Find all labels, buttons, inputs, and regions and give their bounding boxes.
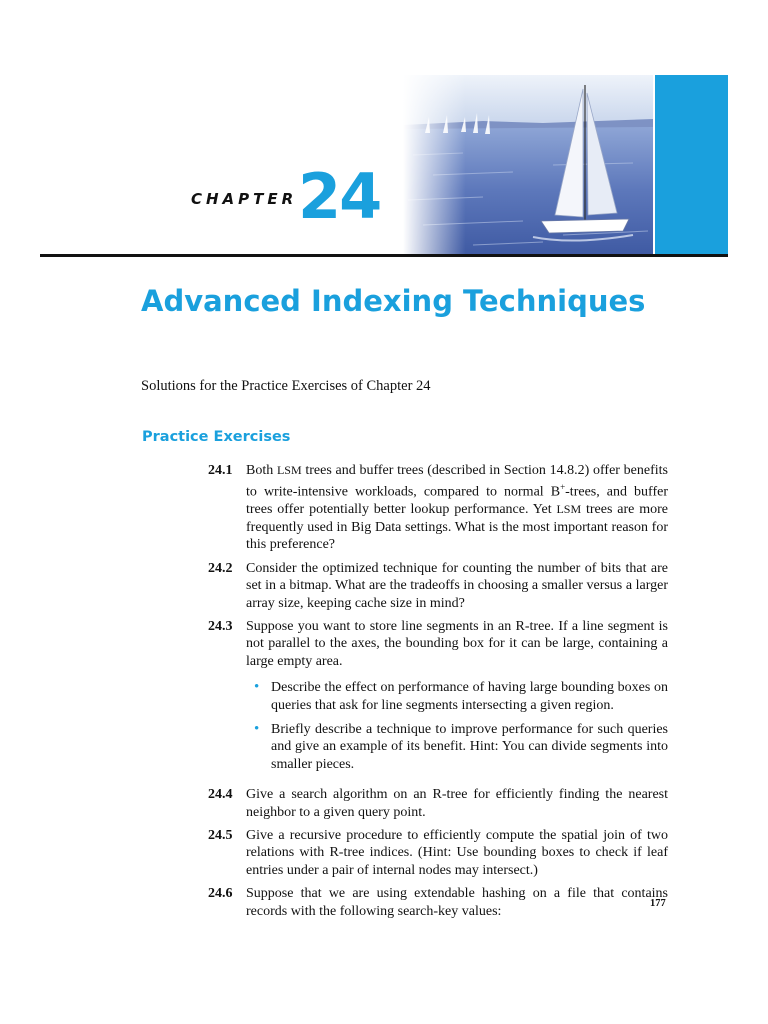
exercise-number: 24.2 — [208, 560, 233, 576]
chapter-number: 24 — [298, 160, 381, 233]
exercise-number: 24.6 — [208, 886, 233, 902]
list-item: • Describe the effect on performance of having large bounding boxes on queries that ask for line segments intersecting a given region. — [246, 679, 668, 714]
exercise-subparts — [246, 679, 668, 773]
exercise-text: Consider the optimized technique for counting the number of bits that are set in a bitmap. What are the tradeoffs in choosing a smaller versus a larger array size, keeping cache size in mind? — [246, 560, 668, 611]
exercise-text: Give a search algorithm on an R-tree for efficiently finding the nearest neighbor to a given query point. — [246, 787, 668, 820]
chapter-color-block — [655, 75, 728, 255]
exercise-text: Both LSM trees and buffer trees (described in Section 14.8.2) offer benefits to write-intensive workloads, compared to normal B+-trees, and buffer trees offer potentially better lookup performance. Yet LSM trees are more frequently used in Big Data settings. What is the most important reason for this preference? — [246, 463, 668, 553]
exercise-number: 24.3 — [208, 618, 233, 634]
exercise-item — [208, 560, 668, 612]
exercise-number: 24.5 — [208, 827, 233, 843]
exercise-text: Suppose you want to store line segments in an R-tree. If a line segment is not parallel to the axes, the bounding box for it can be large, containing a large empty area. — [246, 618, 668, 669]
list-item: • Briefly describe a technique to improve performance for such queries and give an example of its benefit. Hint: You can divide segments into smaller pieces. — [246, 721, 668, 773]
chapter-label: CHAPTER — [191, 190, 298, 208]
sailboat-photo — [403, 75, 653, 255]
header-rule — [40, 254, 728, 257]
exercise-number: 24.1 — [208, 463, 233, 478]
exercise-text: Give a recursive procedure to efficiently compute the spatial join of two relations with R-tree indices. (Hint: Use bounding boxes to check if leaf entries under a pair of internal nodes may intersect.) — [246, 827, 668, 878]
exercise-list — [208, 462, 668, 926]
exercise-number: 24.4 — [208, 787, 233, 803]
exercise-text: Suppose that we are using extendable hashing on a file that contains records with the following search-key values: — [246, 886, 668, 919]
exercise-item — [208, 885, 668, 920]
chapter-subtitle: Solutions for the Practice Exercises of Chapter 24 — [141, 378, 431, 394]
exercise-item — [208, 462, 668, 554]
exercise-item — [208, 618, 668, 780]
exercise-item — [208, 827, 668, 879]
page-number: 177 — [650, 898, 666, 909]
bullet-icon: • — [254, 720, 260, 737]
exercise-item — [208, 786, 668, 821]
chapter-title: Advanced Indexing Techniques — [141, 284, 646, 318]
section-heading: Practice Exercises — [142, 429, 291, 445]
bullet-icon: • — [254, 679, 260, 696]
